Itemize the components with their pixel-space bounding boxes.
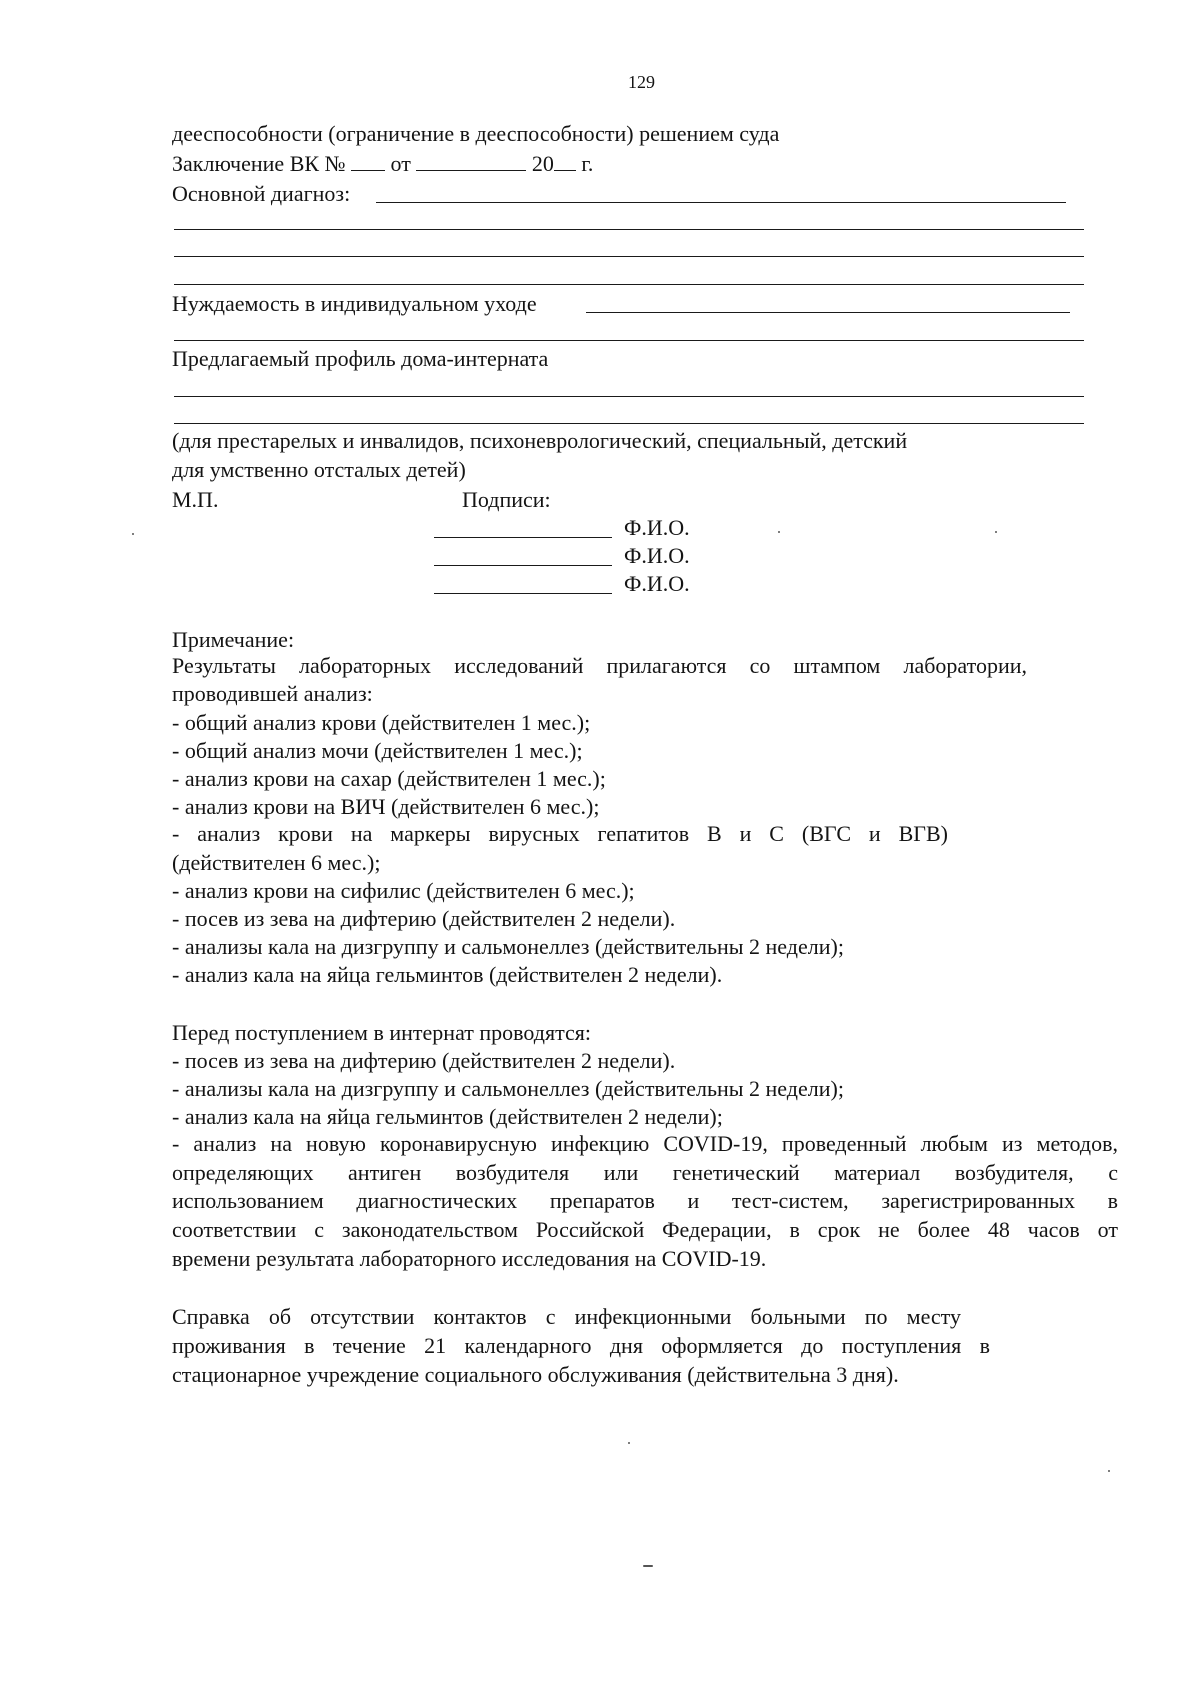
profile-note-line: (для престарелых и инвалидов, психоневрологический, специальный, детский xyxy=(172,428,908,453)
page-number: 129 xyxy=(628,72,655,92)
profile-label: Предлагаемый профиль дома-интерната xyxy=(172,346,549,371)
scan-speck xyxy=(1108,1470,1110,1472)
stamp-label: М.П. xyxy=(172,487,219,512)
fio-label: Ф.И.О. xyxy=(624,543,690,568)
scan-speck xyxy=(132,533,134,535)
admission-list-item: определяющих антиген возбудителя или генетический материал возбудителя, с xyxy=(172,1160,1118,1185)
profile-blank-line xyxy=(174,423,1084,424)
certificate-line: Справка об отсутствии контактов с инфекционными больными по месту xyxy=(172,1304,961,1329)
profile-note-line: для умственно отсталых детей) xyxy=(172,457,466,482)
fio-label: Ф.И.О. xyxy=(624,515,690,540)
fio-label: Ф.И.О. xyxy=(624,571,690,596)
care-label: Нуждаемость в индивидуальном уходе xyxy=(172,291,537,316)
scan-speck xyxy=(995,531,997,533)
diagnosis-blank-line xyxy=(174,256,1084,257)
admission-title: Перед поступлением в интернат проводятся: xyxy=(172,1020,591,1045)
note-list-item: - общий анализ крови (действителен 1 мес.); xyxy=(172,710,591,735)
certificate-line: проживания в течение 21 календарного дня оформляется до поступления в xyxy=(172,1333,990,1358)
note-list-item: - общий анализ мочи (действителен 1 мес.); xyxy=(172,738,583,763)
admission-list-item: - посев из зева на дифтерию (действителен 2 недели). xyxy=(172,1048,676,1073)
note-intro-line: проводившей анализ: xyxy=(172,681,373,706)
scan-speck xyxy=(643,1565,653,1567)
signature-blank-line xyxy=(434,565,612,566)
diagnosis-label: Основной диагноз: xyxy=(172,181,351,206)
capacity-line: дееспособности (ограничение в дееспособности) решением суда xyxy=(172,121,780,146)
signature-blank-line xyxy=(434,537,612,538)
admission-list-item: - анализы кала на дизгруппу и сальмонеллез (действительны 2 недели); xyxy=(172,1076,844,1101)
diagnosis-blank-line xyxy=(376,202,1066,203)
certificate-line: стационарное учреждение социального обслуживания (действительна 3 дня). xyxy=(172,1362,899,1387)
vk-year-label: 20 xyxy=(531,151,554,176)
signatures-label: Подписи: xyxy=(462,487,551,512)
diagnosis-blank-line xyxy=(174,229,1084,230)
care-blank-line xyxy=(174,340,1084,341)
vk-conclusion-line xyxy=(172,151,593,177)
vk-date-blank xyxy=(416,152,526,171)
vk-year-blank xyxy=(554,152,576,171)
profile-blank-line xyxy=(174,396,1084,397)
vk-year-suffix: г. xyxy=(581,151,594,176)
diagnosis-blank-line xyxy=(174,284,1084,285)
vk-from-label: от xyxy=(390,151,411,176)
admission-list-item: - анализ кала на яйца гельминтов (действителен 2 недели); xyxy=(172,1104,723,1129)
vk-label: Заключение ВК № xyxy=(172,151,346,176)
note-list-item: (действителен 6 мес.); xyxy=(172,850,381,875)
note-list-item: - посев из зева на дифтерию (действителен 2 недели). xyxy=(172,906,676,931)
admission-list-item: - анализ на новую коронавирусную инфекцию COVID-19, проведенный любым из методов, xyxy=(172,1131,1118,1156)
note-list-item: - анализ крови на сахар (действителен 1 мес.); xyxy=(172,766,606,791)
note-list-item: - анализ крови на маркеры вирусных гепатитов В и С (ВГС и ВГВ) xyxy=(172,821,948,846)
note-list-item: - анализы кала на дизгруппу и сальмонеллез (действительны 2 недели); xyxy=(172,934,844,959)
signature-blank-line xyxy=(434,593,612,594)
scan-speck xyxy=(628,1442,630,1444)
note-title: Примечание: xyxy=(172,627,295,652)
care-blank-line xyxy=(586,312,1070,313)
vk-number-blank xyxy=(351,152,385,171)
admission-list-item: времени результата лабораторного исследования на COVID-19. xyxy=(172,1246,767,1271)
admission-list-item: использованием диагностических препаратов и тест-систем, зарегистрированных в xyxy=(172,1188,1118,1213)
note-list-item: - анализ кала на яйца гельминтов (действителен 2 недели). xyxy=(172,962,723,987)
note-intro-line: Результаты лабораторных исследований прилагаются со штампом лаборатории, xyxy=(172,653,1027,678)
note-list-item: - анализ крови на ВИЧ (действителен 6 мес.); xyxy=(172,794,600,819)
scan-speck xyxy=(778,531,780,533)
note-list-item: - анализ крови на сифилис (действителен 6 мес.); xyxy=(172,878,635,903)
admission-list-item: соответствии с законодательством Российской Федерации, в срок не более 48 часов от xyxy=(172,1217,1118,1242)
